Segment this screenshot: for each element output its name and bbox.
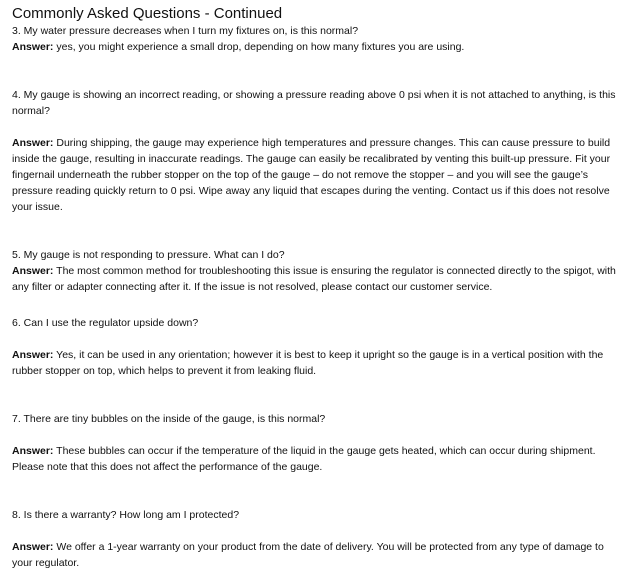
faq-answer [12,135,618,215]
faq-answer-text: We offer a 1-year warranty on your product from the date of delivery. You will be protected from any type of damage to your regulator. [12,541,604,569]
answer-label: Answer: [12,445,54,457]
faq-answer [12,39,618,55]
answer-label: Answer: [12,265,54,277]
faq-question: 7. There are tiny bubbles on the inside of the gauge, is this normal? [12,413,326,425]
answer-label: Answer: [12,541,54,553]
faq-answer [12,263,618,295]
answer-label: Answer: [12,137,54,149]
answer-label: Answer: [12,41,54,53]
answer-label: Answer: [12,349,54,361]
faq-answer [12,443,618,475]
faq-question: 5. My gauge is not responding to pressure. What can I do? [12,249,285,261]
faq-answer [12,347,618,379]
faq-question: 4. My gauge is showing an incorrect reading, or showing a pressure reading above 0 psi when it is not attached to anything, is this normal? [12,89,616,117]
faq-answer-text: yes, you might experience a small drop, depending on how many fixtures you are using. [53,41,465,53]
faq-answer-text: These bubbles can occur if the temperature of the liquid in the gauge gets heated, which can occur during shipment. Please note that this does not affect the performance of the gauge. [12,445,596,473]
faq-answer-text: The most common method for troubleshooting this issue is ensuring the regulator is connected directly to the spigot, with any filter or adapter connecting after it. If the issue is not resolved, please contact our customer service. [12,265,616,293]
faq-answer-text: Yes, it can be used in any orientation; however it is best to keep it upright so the gauge is in a vertical position with the rubber stopper on top, which helps to prevent it from leaking fluid. [12,349,604,377]
faq-item-7 [12,411,618,475]
faq-item-4 [12,87,618,215]
faq-item-3 [12,23,618,55]
faq-item-6 [12,315,618,379]
faq-answer-text: During shipping, the gauge may experience high temperatures and pressure changes. This can cause pressure to build inside the gauge, resulting in inaccurate readings. The gauge can easily be recalibrated by venting this built-up pressure. Fit your fingernail underneath the rubber stopper on the top of the gauge – do not remove the stopper – and you will see the gauge’s pressure reading quickly return to 0 psi. Wipe away any liquid that escapes during the venting. Contact us if this does not resolve your issue. [12,137,611,213]
faq-question: 6. Can I use the regulator upside down? [12,317,199,329]
faq-question: 3. My water pressure decreases when I turn my fixtures on, is this normal? [12,25,359,37]
faq-answer [12,539,618,571]
page-title: Commonly Asked Questions - Continued [12,5,283,22]
faq-question: 8. Is there a warranty? How long am I protected? [12,509,240,521]
faq-item-8 [12,507,618,571]
faq-item-5 [12,247,618,295]
